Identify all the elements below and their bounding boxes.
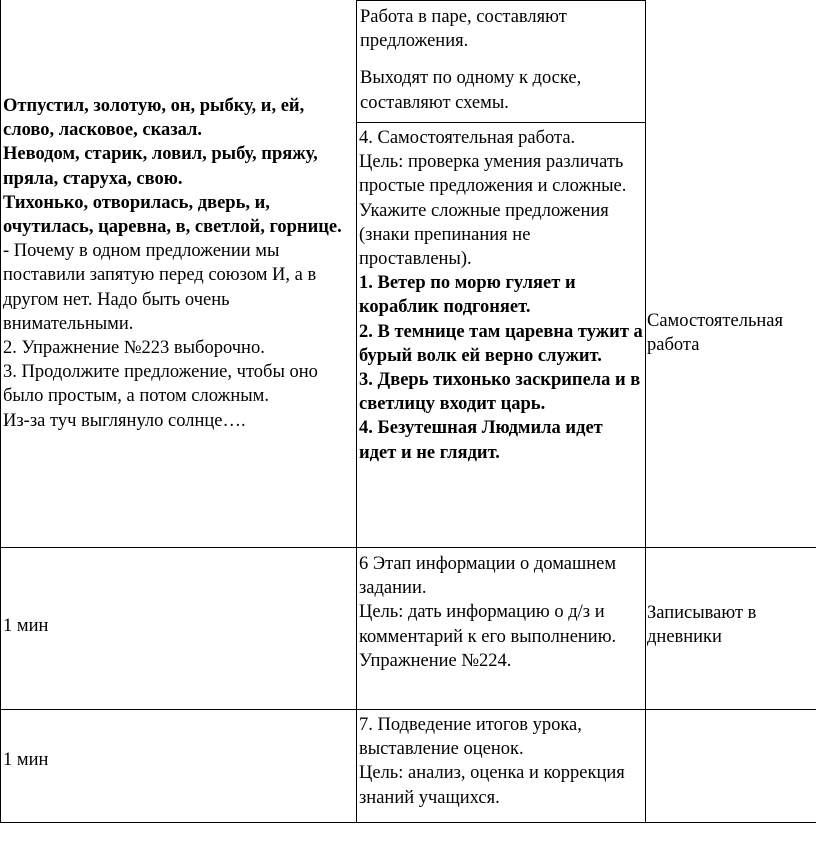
table-divider-col2 bbox=[645, 0, 646, 823]
table-border-top bbox=[356, 0, 646, 1]
table-border-bottom bbox=[0, 822, 816, 823]
table-divider-col1 bbox=[356, 0, 357, 823]
row2-teacher-cell bbox=[3, 94, 353, 433]
row4-duration: 1 мин bbox=[3, 750, 49, 770]
scrambled-sentence-1: Отпустил, золотую, он, рыбку, и, ей, слово, ласковое, сказал. bbox=[3, 96, 305, 141]
stage-6-title: 6 Этап информации о домашнем задании. bbox=[359, 554, 617, 599]
stage-7-goal: Цель: анализ, оценка и коррекция знаний учащихся. bbox=[359, 763, 625, 808]
row4-time-cell bbox=[3, 748, 353, 772]
row1-paragraph-2: Выходят по одному к доске, составляют схемы. bbox=[360, 68, 582, 113]
scrambled-sentence-2: Неводом, старик, ловил, рыбу, пряжу, пряла, старуха, свою. bbox=[3, 144, 318, 189]
exercise-223: 2. Упражнение №223 выборочно. bbox=[3, 338, 265, 359]
scrambled-sentence-3: Тихонько, отворилась, дверь, и, очутилась, царевна, в, светлой, горнице. bbox=[3, 192, 342, 238]
table-divider-row1 bbox=[356, 122, 646, 123]
comma-question: - Почему в одном предложении мы поставили запятую перед союзом И, а в другом нет. Надо быть очень внимательными. bbox=[3, 241, 317, 334]
stage-4-goal: Цель: проверка умения различать простые предложения и сложные. bbox=[359, 152, 627, 197]
independent-work-label: Самостоятельная работа bbox=[647, 311, 784, 356]
row3-duration: 1 мин bbox=[3, 616, 49, 636]
write-in-diaries-label: Записывают в дневники bbox=[647, 603, 757, 648]
table-border-left bbox=[0, 0, 1, 823]
task-sentence-2: 2. В темнице там царевна тужит а бурый волк ей верно служит. bbox=[359, 321, 643, 366]
row2-student-cell bbox=[647, 309, 813, 357]
table-divider-row2 bbox=[0, 547, 816, 548]
continue-sentence-task: 3. Продолжите предложение, чтобы оно было простым, а потом сложным. bbox=[3, 362, 318, 407]
example-sentence: Из-за туч выглянуло солнце…. bbox=[3, 410, 246, 431]
row3-activity-cell bbox=[359, 552, 643, 673]
table-divider-row3 bbox=[0, 709, 816, 710]
stage-4-instruction: Укажите сложные предложения (знаки препинания не проставлены). bbox=[359, 200, 609, 270]
stage-6-goal: Цель: дать информацию о д/з и комментарий к его выполнению. Упражнение №224. bbox=[359, 602, 617, 671]
row3-student-cell bbox=[647, 601, 813, 649]
stage-4-title: 4. Самостоятельная работа. bbox=[359, 128, 576, 148]
task-sentence-4: 4. Безутешная Людмила идет идет и не глядит. bbox=[359, 418, 603, 463]
row3-time-cell bbox=[3, 614, 353, 638]
task-sentence-3: 3. Дверь тихонько заскрипела и в светлицу входит царь. bbox=[359, 370, 641, 415]
row4-activity-cell bbox=[359, 713, 643, 810]
row1-activity-cell bbox=[360, 5, 642, 115]
row2-activity-cell bbox=[359, 126, 643, 465]
stage-7-title: 7. Подведение итогов урока, выставление оценок. bbox=[359, 715, 582, 760]
row1-paragraph-1: Работа в паре, составляют предложения. bbox=[360, 7, 567, 52]
task-sentence-1: 1. Ветер по морю гуляет и кораблик подгоняет. bbox=[359, 273, 576, 318]
